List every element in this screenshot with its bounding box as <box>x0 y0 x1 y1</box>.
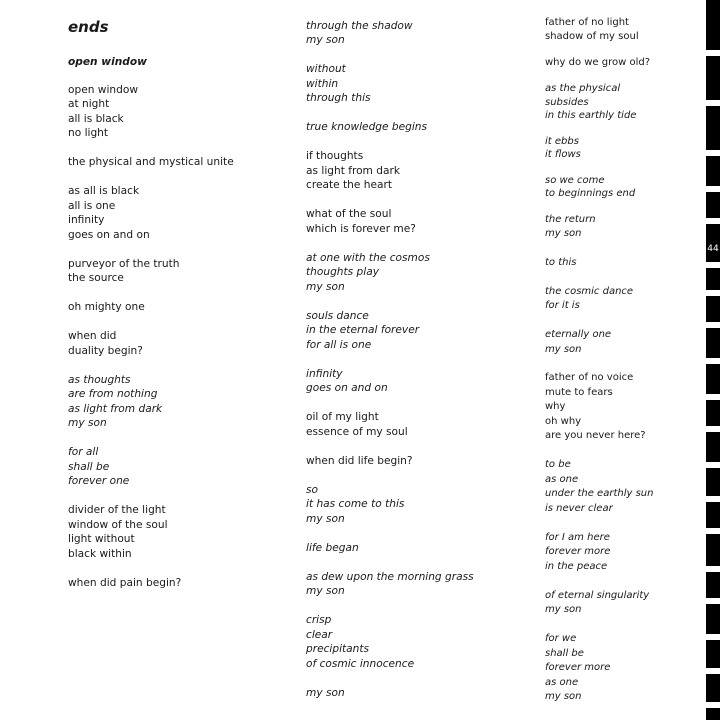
poem-line: in this earthly tide <box>545 110 637 121</box>
poem-line: purveyor of the truth <box>68 258 180 270</box>
poem-line: shadow of my soul <box>545 31 639 42</box>
edge-notch <box>706 598 720 604</box>
edge-notch <box>706 528 720 534</box>
poem-line: to beginnings end <box>545 188 636 199</box>
edge-notch <box>706 290 720 296</box>
poem-line: through the shadow <box>306 20 413 32</box>
edge-notch <box>706 668 720 674</box>
poem-title: ends <box>68 18 109 36</box>
poem-line: at one with the cosmos <box>306 252 430 264</box>
edge-notch <box>706 150 720 156</box>
poem-line: why <box>545 401 566 412</box>
poem-line: precipitants <box>306 643 370 655</box>
poem-line: black within <box>68 548 132 560</box>
poem-line: all is black <box>68 113 124 125</box>
poem-line: my son <box>68 417 107 429</box>
poem-line: my son <box>545 691 582 702</box>
poem-subtitle: open window <box>68 56 147 68</box>
poem-line: it flows <box>545 149 581 160</box>
poem-line: clear <box>306 629 333 641</box>
edge-notch <box>706 100 720 106</box>
edge-notch <box>706 634 720 640</box>
poem-line: my son <box>545 344 582 355</box>
poem-line: without <box>306 63 346 75</box>
poem-line: all is one <box>68 200 116 212</box>
edge-notch <box>706 358 720 364</box>
poem-line: it ebbs <box>545 136 579 147</box>
poem-line: within <box>306 78 339 90</box>
poem-line: are you never here? <box>545 430 646 441</box>
poem-line: subsides <box>545 97 589 108</box>
poem-line: so we come <box>545 175 605 186</box>
poem-line: my son <box>306 687 345 699</box>
poem-line: under the earthly sun <box>545 488 654 499</box>
poem-line: father of no voice <box>545 372 634 383</box>
edge-notch <box>706 462 720 468</box>
poem-line: it has come to this <box>306 498 405 510</box>
poem-line: what of the soul <box>306 208 392 220</box>
poem-line: to be <box>545 459 571 470</box>
poem-line: for I am here <box>545 532 610 543</box>
poem-line: my son <box>306 281 345 293</box>
poem-line: window of the soul <box>68 519 168 531</box>
edge-notch <box>706 426 720 432</box>
poem-line: is never clear <box>545 503 613 514</box>
edge-notch <box>706 322 720 328</box>
poem-line: when did life begin? <box>306 455 413 467</box>
poem-line: true knowledge begins <box>306 121 428 133</box>
poem-line: as the physical <box>545 83 621 94</box>
poem-line: goes on and on <box>306 382 388 394</box>
poem-line: my son <box>306 34 345 46</box>
poem-line: at night <box>68 98 110 110</box>
poem-line: shall be <box>68 461 110 473</box>
poem-line: why do we grow old? <box>545 57 651 68</box>
poem-line: as dew upon the morning grass <box>306 571 474 583</box>
poem-line: for all is one <box>306 339 372 351</box>
edge-notch <box>706 702 720 708</box>
poem-line: as one <box>545 474 579 485</box>
page-number: 44 <box>707 244 719 254</box>
poem-line: essence of my soul <box>306 426 408 438</box>
poem-line: forever more <box>545 546 611 557</box>
poem-line: shall be <box>545 648 584 659</box>
poem-line: as light from dark <box>68 403 163 415</box>
poem-line: oil of my light <box>306 411 379 423</box>
poem-line: of cosmic innocence <box>306 658 415 670</box>
poem-line: my son <box>306 585 345 597</box>
poem-line: forever more <box>545 662 611 673</box>
poem-line: crisp <box>306 614 332 626</box>
poem-line: are from nothing <box>68 388 158 400</box>
poem-line: father of no light <box>545 17 629 28</box>
poem-line: of eternal singularity <box>545 590 650 601</box>
edge-notch <box>706 50 720 56</box>
poem-line: the physical and mystical unite <box>68 156 234 168</box>
poem-line: my son <box>545 228 582 239</box>
edge-notch <box>706 186 720 192</box>
edge-notch <box>706 262 720 268</box>
poem-line: divider of the light <box>68 504 166 516</box>
poem-line: eternally one <box>545 329 612 340</box>
poem-line: light without <box>68 533 135 545</box>
poem-line: when did pain begin? <box>68 577 182 589</box>
poem-line: thoughts play <box>306 266 379 278</box>
poem-line: duality begin? <box>68 345 143 357</box>
poem-line: oh mighty one <box>68 301 145 313</box>
poem-line: for we <box>545 633 577 644</box>
edge-notch <box>706 496 720 502</box>
poem-line: infinity <box>306 368 343 380</box>
poem-line: open window <box>68 84 138 96</box>
poem-line: if thoughts <box>306 150 364 162</box>
poem-line: through this <box>306 92 371 104</box>
poem-line: no light <box>68 127 109 139</box>
poem-line: which is forever me? <box>306 223 416 235</box>
poem-line: the cosmic dance <box>545 286 634 297</box>
poem-line: in the peace <box>545 561 608 572</box>
poem-line: when did <box>68 330 117 342</box>
poem-line: so <box>306 484 319 496</box>
poem-line: life began <box>306 542 359 554</box>
poem-line: the source <box>68 272 124 284</box>
poem-line: in the eternal forever <box>306 324 420 336</box>
poem-line: mute to fears <box>545 387 613 398</box>
poem-line: for all <box>68 446 99 458</box>
poem-line: the return <box>545 214 596 225</box>
poem-line: my son <box>545 604 582 615</box>
poem-line: create the heart <box>306 179 392 191</box>
poem-line: as all is black <box>68 185 140 197</box>
poem-line: for it is <box>545 300 580 311</box>
poem-line: my son <box>306 513 345 525</box>
poem-line: souls dance <box>306 310 369 322</box>
poem-line: as thoughts <box>68 374 131 386</box>
edge-notch <box>706 394 720 400</box>
poem-line: as light from dark <box>306 165 400 177</box>
poem-line: as one <box>545 677 579 688</box>
poem-line: goes on and on <box>68 229 150 241</box>
poem-line: oh why <box>545 416 582 427</box>
edge-notch <box>706 218 720 224</box>
poem-line: infinity <box>68 214 105 226</box>
edge-notch <box>706 566 720 572</box>
poem-line: forever one <box>68 475 130 487</box>
poem-line: to this <box>545 257 577 268</box>
